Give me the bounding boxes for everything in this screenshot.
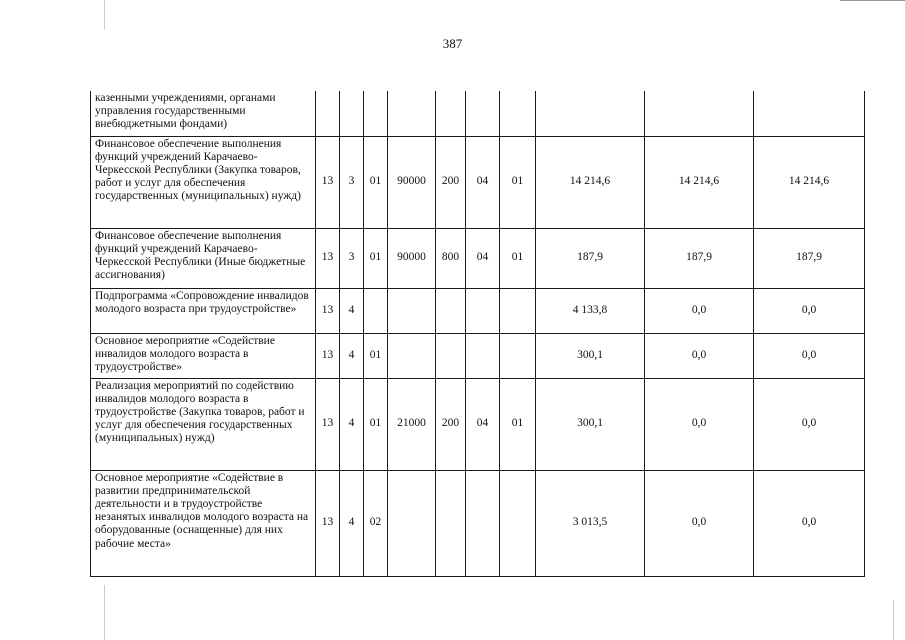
scan-line-top-right xyxy=(840,0,905,1)
table-row xyxy=(91,91,865,136)
scan-dots-bottom-right xyxy=(893,600,894,640)
code-cell: 4 xyxy=(340,470,364,576)
amount-cell: 0,0 xyxy=(754,333,865,378)
code-cell: 90000 xyxy=(388,136,436,228)
amount-cell xyxy=(754,91,865,136)
amount-cell xyxy=(536,91,645,136)
table-row xyxy=(91,228,865,288)
code-cell xyxy=(388,91,436,136)
amount-cell: 187,9 xyxy=(645,228,754,288)
code-cell xyxy=(466,333,500,378)
code-cell: 4 xyxy=(340,333,364,378)
code-cell xyxy=(436,470,466,576)
code-cell xyxy=(500,470,536,576)
code-cell xyxy=(466,288,500,333)
code-cell: 13 xyxy=(316,333,340,378)
code-cell xyxy=(436,333,466,378)
code-cell xyxy=(364,91,388,136)
code-cell xyxy=(436,91,466,136)
code-cell: 800 xyxy=(436,228,466,288)
amount-cell: 3 013,5 xyxy=(536,470,645,576)
code-cell: 01 xyxy=(500,378,536,470)
amount-cell: 0,0 xyxy=(645,288,754,333)
code-cell: 4 xyxy=(340,378,364,470)
page-number: 387 xyxy=(442,36,463,51)
row-name: Реализация мероприятий по содействию инвалидов молодого возраста в трудоустройстве (Закупка товаров, работ и услуг для обеспечения государственных (муниципальных) нужд) xyxy=(91,378,316,470)
code-cell: 90000 xyxy=(388,228,436,288)
code-cell: 02 xyxy=(364,470,388,576)
code-cell: 21000 xyxy=(388,378,436,470)
row-name: Основное мероприятие «Содействие в развитии предпринимательской деятельности и в трудоустройстве незанятых инвалидов молодого возраста на оборудованные (оснащенные) для них рабочие места» xyxy=(91,470,316,576)
code-cell xyxy=(388,288,436,333)
amount-cell: 300,1 xyxy=(536,333,645,378)
code-cell xyxy=(500,288,536,333)
row-name: Финансовое обеспечение выполнения функций учреждений Карачаево-Черкесской Республики (Закупка товаров, работ и услуг для обеспечения государственных (муниципальных) нужд) xyxy=(91,136,316,228)
amount-cell: 14 214,6 xyxy=(645,136,754,228)
amount-cell: 0,0 xyxy=(754,288,865,333)
code-cell: 01 xyxy=(364,378,388,470)
code-cell xyxy=(436,288,466,333)
code-cell: 13 xyxy=(316,378,340,470)
table-row xyxy=(91,378,865,470)
code-cell: 04 xyxy=(466,378,500,470)
code-cell: 4 xyxy=(340,288,364,333)
code-cell xyxy=(466,470,500,576)
code-cell xyxy=(500,333,536,378)
code-cell: 13 xyxy=(316,228,340,288)
code-cell: 13 xyxy=(316,288,340,333)
code-cell: 13 xyxy=(316,470,340,576)
code-cell: 200 xyxy=(436,378,466,470)
code-cell: 01 xyxy=(364,136,388,228)
code-cell xyxy=(500,91,536,136)
code-cell xyxy=(466,91,500,136)
code-cell: 04 xyxy=(466,228,500,288)
amount-cell: 0,0 xyxy=(754,378,865,470)
amount-cell: 0,0 xyxy=(645,470,754,576)
code-cell: 13 xyxy=(316,136,340,228)
amount-cell: 14 214,6 xyxy=(536,136,645,228)
budget-table xyxy=(90,91,865,577)
amount-cell: 0,0 xyxy=(645,378,754,470)
code-cell: 3 xyxy=(340,228,364,288)
table-row xyxy=(91,470,865,576)
code-cell: 01 xyxy=(364,228,388,288)
code-cell: 01 xyxy=(364,333,388,378)
code-cell xyxy=(388,470,436,576)
code-cell xyxy=(316,91,340,136)
code-cell: 200 xyxy=(436,136,466,228)
code-cell xyxy=(364,288,388,333)
amount-cell: 0,0 xyxy=(754,470,865,576)
scan-dots-left xyxy=(104,0,105,30)
amount-cell: 0,0 xyxy=(645,333,754,378)
code-cell xyxy=(388,333,436,378)
amount-cell: 187,9 xyxy=(536,228,645,288)
code-cell: 01 xyxy=(500,228,536,288)
code-cell xyxy=(340,91,364,136)
amount-cell xyxy=(645,91,754,136)
row-name: Основное мероприятие «Содействие инвалидов молодого возраста в трудоустройстве» xyxy=(91,333,316,378)
amount-cell: 300,1 xyxy=(536,378,645,470)
code-cell: 3 xyxy=(340,136,364,228)
code-cell: 04 xyxy=(466,136,500,228)
table-row xyxy=(91,333,865,378)
row-name: казенными учреждениями, органами управления государственными внебюджетными фондами) xyxy=(91,91,316,136)
table-row xyxy=(91,136,865,228)
row-name: Финансовое обеспечение выполнения функций учреждений Карачаево-Черкесской Республики (Иные бюджетные ассигнования) xyxy=(91,228,316,288)
scan-dots-bottom-left xyxy=(104,585,105,640)
table-row xyxy=(91,288,865,333)
amount-cell: 14 214,6 xyxy=(754,136,865,228)
amount-cell: 187,9 xyxy=(754,228,865,288)
amount-cell: 4 133,8 xyxy=(536,288,645,333)
row-name: Подпрограмма «Сопровождение инвалидов молодого возраста при трудоустройстве» xyxy=(91,288,316,333)
code-cell: 01 xyxy=(500,136,536,228)
